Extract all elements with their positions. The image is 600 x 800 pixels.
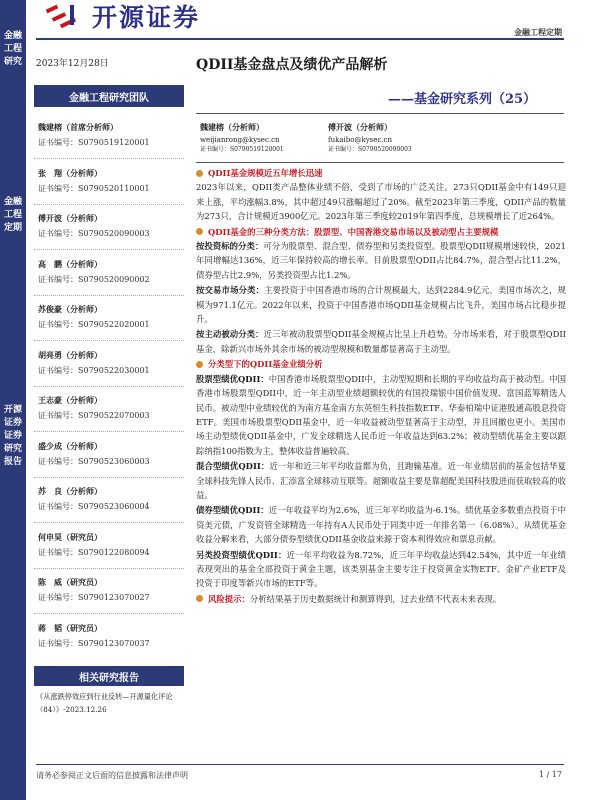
analyst-name: 苏 良（分析师） <box>38 486 102 496</box>
page-subtitle: ——基金研究系列（25） <box>388 92 537 107</box>
paragraph-label: 按交易市场分类： <box>196 285 265 296</box>
analyst-separator <box>34 431 184 432</box>
risk-warning <box>196 592 566 606</box>
analyst-separator <box>34 568 184 569</box>
analyst-cert: 证书编号：S0790522070003 <box>38 411 150 420</box>
analyst-entry <box>38 213 188 239</box>
analyst-cert: 证书编号：S0790523060003 <box>38 456 150 466</box>
paragraph-label: 按投资标的分类： <box>196 241 264 252</box>
analyst-name: 胡亮勇（分析师） <box>38 349 102 360</box>
analyst-name: 陈 威（研究员） <box>38 577 102 587</box>
analyst-name: 苏俊豪（分析师） <box>38 304 102 314</box>
analyst-name: 何申昊（研究员） <box>38 531 102 542</box>
analyst-separator <box>34 477 184 478</box>
author-cert: 证书编号：S0790520090003 <box>328 146 412 153</box>
paragraph-label: 另类投资型绩优QDII： <box>196 549 287 560</box>
logo-text: 开源证券 <box>92 3 201 32</box>
analyst-separator <box>34 522 184 523</box>
paragraph <box>196 327 566 356</box>
analyst-cert: 证书编号：S0790123070037 <box>38 638 150 648</box>
analyst-cert: 证书编号：S0790519120001 <box>38 138 150 147</box>
bullet-dot-icon <box>196 595 203 602</box>
analyst-entry <box>38 623 188 649</box>
analyst-entry <box>38 395 188 421</box>
section-title: QDII基金的三种分类方法：股票型、中国香港交易市场以及被动型占主要规模 <box>208 226 499 237</box>
section-title: 分类型下的QDII基金业绩分析 <box>208 359 323 370</box>
paragraph-text: 主要投资于中国香港市场的合计规模最大，达到2284.9亿元，美国市场次之，规模为971.1亿元。2022年以来，投资于中国香港市场QDII基金规模占比飞升，美国市场占比稳步提升。 <box>196 285 566 325</box>
analyst-cert: 证书编号：S0790122080094 <box>38 547 150 557</box>
analyst-name: 高 鹏（分析师） <box>38 258 102 269</box>
analyst-cert: 证书编号：S0790520110001 <box>38 183 150 193</box>
paragraph-text: 可分为股票型、混合型、债券型和另类投资型。股票型QDII规模增速较快，2021年同增幅达136%，近三年保持较高的增长率。目前股票型QDII占比84.7%，混合型占比11.2%，债券型占比2.9%，另类投资型占比1.2%。 <box>196 241 566 280</box>
analyst-cert: 证书编号：S0790522030001 <box>38 365 150 375</box>
analyst-entry <box>38 441 188 467</box>
analyst-cert: 证书编号：S0790523060004 <box>38 502 150 511</box>
author-email[interactable]: fukaibo@kysec.cn <box>328 136 392 144</box>
title-rule <box>196 113 564 114</box>
team-title: 金融工程研究团队 <box>34 85 184 107</box>
analyst-name: 王志豪（分析师） <box>38 395 102 405</box>
strip-mid-label: 金融工程定期 <box>3 197 22 233</box>
section-title: QDII基金规模近五年增长迅速 <box>208 168 323 178</box>
author-cert: 证书编号：S0790519120001 <box>200 146 284 153</box>
paragraph-label: 按主动被动分类： <box>196 329 264 340</box>
analyst-separator <box>34 249 184 250</box>
paragraph-label: 债券型绩优QDII： <box>196 505 269 516</box>
author-2 <box>328 122 412 155</box>
analyst-separator <box>34 386 184 387</box>
paragraph-label: 股票型绩优QDII： <box>196 373 269 384</box>
analyst-entry <box>38 304 188 330</box>
analyst-separator <box>34 295 184 296</box>
author-name: 魏建榕（分析师） <box>200 122 264 132</box>
section-heading <box>196 225 566 239</box>
analyst-separator <box>34 158 184 159</box>
footer-disclaimer: 请务必参阅正文后面的信息披露和法律声明 <box>36 771 188 780</box>
report-date: 2023年12月28日 <box>36 59 109 69</box>
analyst-entry <box>38 350 188 376</box>
section-heading <box>196 357 566 371</box>
paragraph <box>196 239 566 282</box>
report-body <box>196 166 566 607</box>
section-paragraph: 2023年以来，QDII类产品整体业绩不俗，受到了市场的广泛关注。273只QDII基金中有149只迎来上涨，平均涨幅3.8%，其中超过49只涨幅超过了20%。截至2023年第三季度，QDII产品的数量为273只，合计规模近3900亿元。2023年第三季度较2019年第四季度，总规模增长了近264%。 <box>196 182 566 222</box>
risk-label: 风险提示： <box>208 593 250 604</box>
paragraph-text: 近一年收益平均为2.6%，近三年平均收益为-6.1%。绩优基金多数重点投资于中资美元债，广发资管全球精选一年持有A人民币处于同类中近一年排名第一（6.08%）。从绩优基金收益分解来看，大部分债券型绩优QDII基金收益来源于资本利得效应和票息贡献。 <box>196 505 566 545</box>
brand-strip <box>0 0 26 800</box>
paragraph-text: 近一年平均收益为8.72%，近三年平均收益达到42.54%，其中近一年业绩表现突出的基金全部投资于黄金主题，该类别基金主要专注于投资黄金实物ETF、金矿产业ETF及投资于印度等新兴市场的ETF等。 <box>196 549 566 589</box>
author-rule <box>196 162 564 163</box>
paragraph <box>196 548 566 591</box>
author-name: 傅开波（分析师） <box>328 122 392 132</box>
header-rule <box>36 38 564 40</box>
analyst-entry <box>38 168 188 194</box>
risk-text: 分析结果基于历史数据统计和测算得到，过去业绩不代表未来表现。 <box>249 593 502 604</box>
analyst-cert: 证书编号：S0790522020001 <box>38 320 150 329</box>
analyst-entry <box>38 486 188 512</box>
analyst-entry <box>38 122 188 148</box>
analyst-separator <box>34 340 184 341</box>
related-report[interactable]: 《从涨跌停效应到行业反转—开源量化评论（84）》-2023.12.26 <box>36 692 173 714</box>
paragraph-text: 近三年被动股票型QDII基金规模占比呈上升趋势。分市场来看，对于股票型QDII基金，除新兴市场外其余市场的被动型规模和数量都显著高于主动型。 <box>196 329 566 354</box>
logo <box>44 2 200 30</box>
page-number: 1 / 17 <box>538 770 562 779</box>
footer-rule <box>36 764 564 765</box>
bullet-dot-icon <box>196 228 203 235</box>
paragraph <box>196 372 566 458</box>
paragraph <box>196 459 566 502</box>
analyst-separator <box>34 613 184 614</box>
analyst-cert: 证书编号：S0790520090002 <box>38 274 150 284</box>
paragraph <box>196 503 566 546</box>
paragraph <box>196 283 566 326</box>
analyst-name: 盛少成（分析师） <box>38 440 102 451</box>
analyst-name: 蒋 韬（研究员） <box>38 622 102 633</box>
analyst-name: 张 翔（分析师） <box>38 167 102 178</box>
section-label: 金融工程定期 <box>514 27 562 37</box>
section-heading <box>196 166 566 180</box>
paragraph-text: 近一年和近三年平均收益都为负，且跑输基准。近一年业绩居前的基金包括华夏全球科技先锋人民币、汇添富全球移动互联等。超额收益主要是靠超配美国科技股进而获取较高的收益。 <box>196 461 566 500</box>
analyst-entry <box>38 577 188 603</box>
author-email[interactable]: weijianrong@kysec.cn <box>200 136 280 144</box>
strip-top-label: 金融工程研究 <box>3 31 22 67</box>
author-1 <box>200 122 284 155</box>
paragraph-label: 混合型绩优QDII： <box>196 461 270 472</box>
logo-mark-icon <box>44 3 84 29</box>
analyst-cert: 证书编号：S0790123070027 <box>38 593 150 602</box>
bullet-dot-icon <box>196 170 203 177</box>
page-title: QDII基金盘点及绩优产品解析 <box>196 57 388 73</box>
related-title: 相关研究报告 <box>34 666 184 686</box>
strip-bottom-label: 开源证券 证券研究报告 <box>3 405 22 467</box>
analyst-cert: 证书编号：S0790520090003 <box>38 229 150 238</box>
bullet-dot-icon <box>196 361 203 368</box>
analyst-separator <box>34 204 184 205</box>
paragraph-text: 中国香港市场股票型QDII中，主动型短期和长期的平均收益均高于被动型。中国香港市场股票型QDII中，近一年主动型业绩超额较优的有国投瑞银中国价值发现、富国蓝筹精选人民币。被动型中业绩较优的为南方基金南方东英恒生科技指数ETF、华泰柏瑞中证港股通高股息投资ETF。美国市场股票型QDII基金中，近一年收益被动型显著高于主动型，并且回撤也更小。美国市场主动型绩优QDII基金中，广发全球精选人民币近一年收益达到63.2%；被动型绩优基金主要以跟踪纳指100指数为主，整体收益普遍较高。 <box>196 373 566 456</box>
analyst-entry <box>38 532 188 558</box>
analyst-name: 魏建榕（首席分析师） <box>38 122 118 132</box>
analyst-name: 傅开波（分析师） <box>38 213 102 223</box>
analyst-entry <box>38 259 188 285</box>
